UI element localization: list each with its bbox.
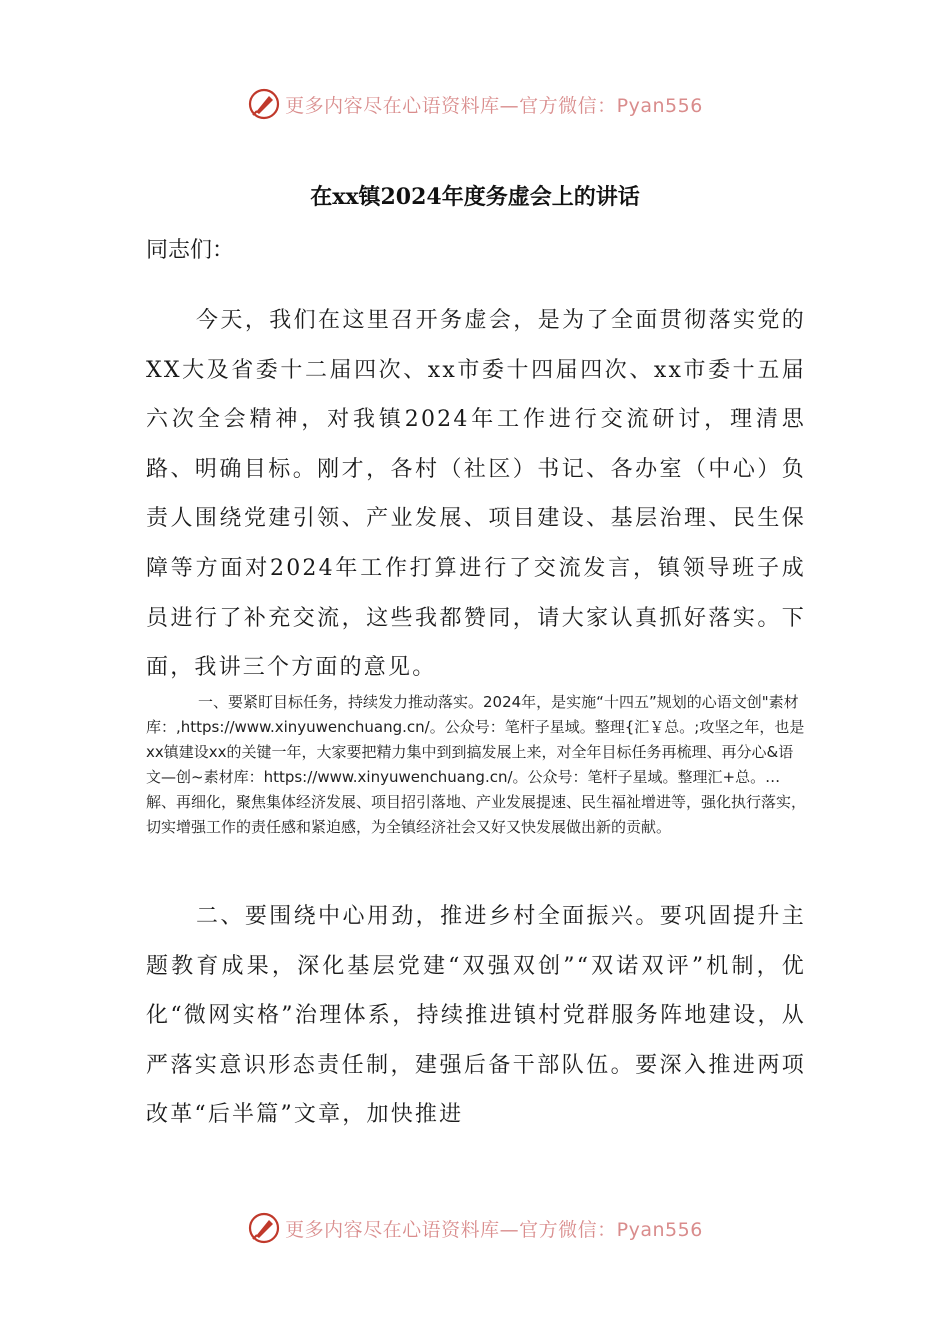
paragraph-intro: 今天，我们在这里召开务虚会，是为了全面贯彻落实党的XX大及省委十二届四次、xx市委十四届四次、xx市委十五届六次全会精神，对我镇2024年工作进行交流研讨，理清思路、明确目标。刚才，各村（社区）书记、各办室（中心）负责人围绕党建引领、产业发展、项目建设、基层治理、民生保障等方面对2024年工作打算进行了交流发言，镇领导班子成员进行了补充交流，这些我都赞同，请大家认真抓好落实。下面，我讲三个方面的意见。 [146, 308, 806, 681]
header-watermark-banner [0, 84, 950, 124]
pen-nib-logo-icon [247, 1211, 281, 1245]
document-title: 在xx镇2024年度务虚会上的讲话 [310, 184, 640, 210]
greeting: 同志们： [146, 238, 235, 263]
watermark-text: 更多内容尽在心语资料库—官方微信：Pyan556 [285, 1218, 703, 1241]
watermark-text: 更多内容尽在心语资料库—官方微信：Pyan556 [285, 94, 703, 117]
paragraph-section-two: 二、要围绕中心用劲，推进乡村全面振兴。要巩固提升主题教育成果，深化基层党建“双强双创”“双诺双评”机制，优化“微网实格”治理体系，持续推进镇村党群服务阵地建设，从严落实意识形态责任制，建强后备干部队伍。要深入推进两项改革“后半篇”文章，加快推进 [146, 904, 806, 1128]
footer-watermark-banner [0, 1208, 950, 1248]
pen-nib-logo-icon [247, 87, 281, 121]
paragraph-section-one: 一、要紧盯目标任务，持续发力推动落实。2024年，是实施“十四五”规划的心语文创"素材库：,https://www.xinyuwenchuang.cn/。公众号：笔杆子星域。整理{汇￥总。;攻坚之年，也是xx镇建设xx的关键一年，大家要把精力集中到到搞发展上来，对全年目标任务再梳理、再分心&语文—创~素材库：https://www.xinyuwenchuang.cn/。公众号：笔杆子星域。整理汇+总。…解、再细化，聚焦集体经济发展、项目招引落地、产业发展提速、民生福祉增进等，强化执行落实，切实增强工作的责任感和紧迫感，为全镇经济社会又好又快发展做出新的贡献。 [146, 693, 807, 836]
